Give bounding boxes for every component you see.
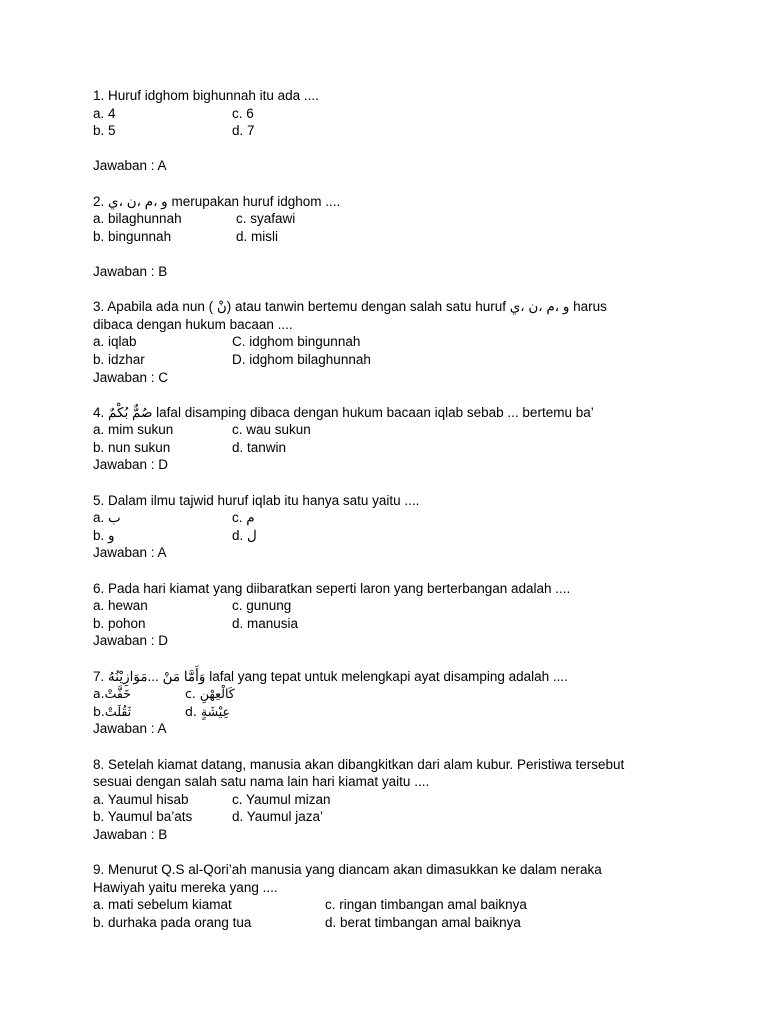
option-a: a. mim sukun: [93, 422, 174, 438]
question-6: [93, 580, 693, 668]
option-row: [93, 228, 693, 246]
option-a: a. ب: [93, 510, 121, 526]
option-d: d. manusia: [232, 615, 299, 631]
option-row: [93, 333, 693, 351]
option-d: d. tanwin: [232, 439, 287, 455]
question-text: 1. Huruf idghom bighunnah itu ada ....: [93, 88, 319, 103]
option-d: d. عِيْشَةٍ: [185, 703, 230, 719]
option-c: c. gunung: [232, 598, 292, 614]
option-a: a.خَفَّتْ: [93, 686, 131, 702]
option-c: c. م: [232, 510, 255, 526]
answer-text: Jawaban : D: [93, 457, 169, 473]
quiz-document: [93, 87, 693, 932]
answer-text: Jawaban : B: [93, 826, 168, 842]
option-a: a. Yaumul hisab: [93, 791, 189, 807]
option-b: b. 5: [93, 123, 116, 139]
option-a: a. bilaghunnah: [93, 211, 182, 227]
option-b: b.ثَقُلَتْ: [93, 703, 132, 719]
option-b: b. idzhar: [93, 351, 145, 367]
option-d: d. Yaumul jaza’: [232, 809, 324, 825]
option-d: D. idghom bilaghunnah: [232, 351, 371, 367]
option-row: [93, 439, 693, 457]
option-row: [93, 210, 693, 228]
question-text: 8. Setelah kiamat datang, manusia akan dibangkitkan dari alam kubur. Peristiwa tersebut: [93, 756, 625, 772]
option-row: [93, 527, 693, 545]
option-row: [93, 808, 693, 826]
option-a: a. mati sebelum kiamat: [93, 897, 232, 913]
option-c: c. wau sukun: [232, 422, 311, 438]
option-row: [93, 615, 693, 633]
question-5: [93, 492, 693, 580]
option-d: d. ل: [232, 527, 257, 543]
question-text-cont: dibaca dengan hukum bacaan ....: [93, 316, 293, 332]
option-row: [93, 122, 693, 140]
question-text: 9. Menurut Q.S al-Qori’ah manusia yang diancam akan dimasukkan ke dalam neraka: [93, 862, 602, 878]
option-a: a. 4: [93, 105, 116, 121]
question-text: 7. وَأَمَّا مَنْ ...مَوَازِيْنُهُ lafal yang tepat untuk melengkapi ayat disamping adalah ....: [93, 668, 568, 684]
question-text-cont: Hawiyah yaitu mereka yang ....: [93, 879, 278, 895]
answer-text: Jawaban : A: [93, 721, 167, 737]
option-c: c. ringan timbangan amal baiknya: [325, 897, 527, 913]
option-b: b. pohon: [93, 615, 146, 631]
answer-text: Jawaban : B: [93, 263, 168, 279]
option-b: b. nun sukun: [93, 439, 171, 455]
option-c: c. 6: [232, 105, 254, 121]
question-text: 6. Pada hari kiamat yang diibaratkan seperti laron yang berterbangan adalah ....: [93, 580, 571, 596]
option-row: [93, 685, 693, 703]
question-9: [93, 861, 693, 931]
option-c: c. كَالْعِهْنِ: [185, 686, 235, 702]
option-c: c. Yaumul mizan: [232, 791, 331, 807]
option-a: a. iqlab: [93, 334, 137, 350]
option-row: [93, 351, 693, 369]
question-text: 2. و ،م ،ن ،ي merupakan huruf idghom ....: [93, 193, 341, 209]
option-c: C. idghom bingunnah: [232, 334, 361, 350]
option-d: d. misli: [236, 228, 279, 244]
option-b: b. bingunnah: [93, 228, 172, 244]
option-row: [93, 896, 693, 914]
answer-text: Jawaban : A: [93, 158, 167, 174]
option-row: [93, 509, 693, 527]
option-d: d. 7: [232, 123, 255, 139]
answer-text: Jawaban : C: [93, 369, 169, 385]
option-row: [93, 105, 693, 123]
option-b: b. durhaka pada orang tua: [93, 914, 252, 930]
option-row: [93, 421, 693, 439]
question-text: 3. Apabila ada nun ( نْ) atau tanwin bertemu dengan salah satu huruf و ،م ،ن ،ي harus: [93, 299, 607, 315]
option-row: [93, 791, 693, 809]
option-b: b. Yaumul ba’ats: [93, 809, 193, 825]
question-8: [93, 756, 693, 862]
option-b: b. و: [93, 527, 115, 543]
answer-text: Jawaban : A: [93, 545, 167, 561]
question-2: [93, 193, 693, 299]
question-text-cont: sesuai dengan salah satu nama lain hari kiamat yaitu ....: [93, 774, 430, 790]
option-d: d. berat timbangan amal baiknya: [325, 914, 521, 930]
question-4: [93, 404, 693, 492]
question-text: 5. Dalam ilmu tajwid huruf iqlab itu hanya satu yaitu ....: [93, 492, 420, 508]
option-c: c. syafawi: [236, 211, 296, 227]
option-row: [93, 597, 693, 615]
question-3: [93, 298, 693, 404]
option-row: [93, 914, 693, 932]
question-text: 4. صُمٌّ بُكْمٌ lafal disamping dibaca dengan hukum bacaan iqlab sebab ... bertemu ba’: [93, 404, 594, 420]
question-7: [93, 668, 693, 756]
option-a: a. hewan: [93, 598, 148, 614]
answer-text: Jawaban : D: [93, 633, 169, 649]
option-row: [93, 703, 693, 721]
question-1: [93, 87, 693, 193]
